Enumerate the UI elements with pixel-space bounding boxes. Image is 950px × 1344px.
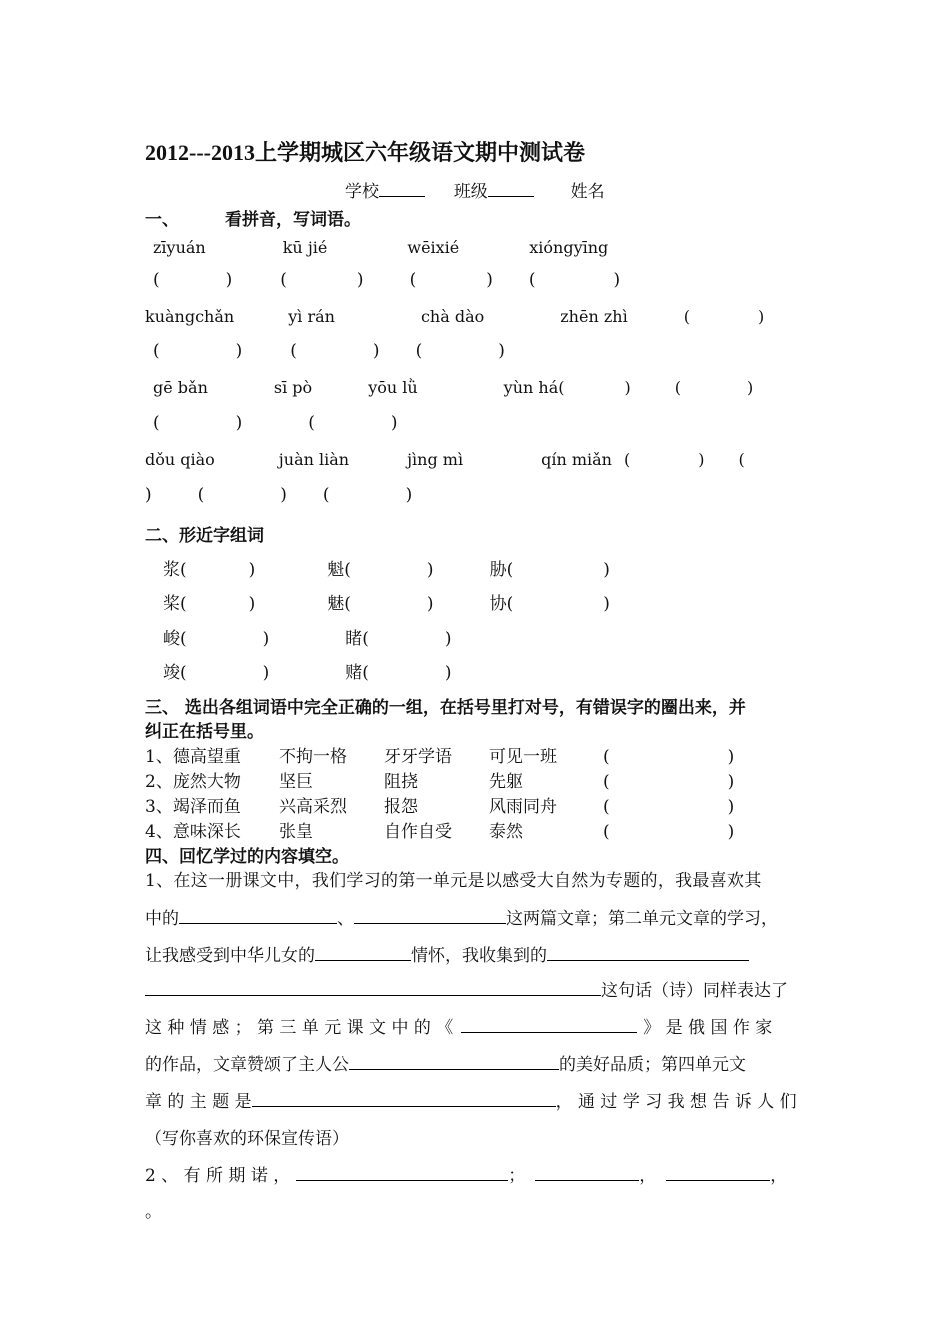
pinyin: jìng mì	[407, 450, 464, 469]
name-label: 姓名	[570, 182, 605, 202]
fill-line-3: 让我感受到中华儿女的 情怀，我收集到的	[145, 941, 749, 966]
blank[interactable]	[461, 1016, 637, 1033]
pinyin: sī pò	[273, 378, 313, 397]
answer-row-4: ) ( ) ( )	[145, 485, 413, 505]
blank[interactable]	[252, 1090, 556, 1107]
fill-line-4: 这句话（诗）同样表达了	[145, 976, 788, 1001]
similar-char-row-4: 竣( ) 赌( )	[163, 663, 452, 683]
section-4-heading: 四、回忆学过的内容填空。	[145, 847, 349, 867]
pinyin: kuàngchǎn	[145, 307, 235, 326]
answer-row-1: ( ) ( ) ( ) ( )	[153, 270, 621, 290]
class-blank[interactable]	[488, 180, 534, 197]
section-3-heading-cont: 纠正在括号里。	[145, 722, 264, 742]
pinyin-row-3: gē bǎn sī pò yōu lǜ yùn há( ) ( )	[153, 378, 754, 397]
student-info	[345, 177, 605, 202]
pinyin: yì rán	[288, 307, 335, 326]
pinyin: dǒu qiào	[145, 450, 215, 469]
blank[interactable]	[349, 1053, 559, 1070]
pinyin: chà dào	[420, 307, 485, 326]
blank[interactable]	[666, 1164, 770, 1181]
similar-char-row-1: 浆( ) 魁( ) 胁( )	[163, 560, 610, 580]
fill-line-9: 2 、 有 所 期 诺 ， ； ， ，	[145, 1166, 788, 1186]
pinyin-row-1	[153, 238, 608, 257]
blank[interactable]	[145, 979, 601, 996]
blank[interactable]	[354, 907, 506, 924]
pinyin: zīyuán	[153, 238, 206, 257]
fill-line-5: 这 种 情 感 ； 第 三 单 元 课 文 中 的 《 》 是 俄 国 作 家	[145, 1018, 773, 1038]
pinyin: kū jié	[282, 238, 328, 257]
pinyin-row-2: kuàngchǎn yì rán chà dào zhēn zhì ( )	[145, 307, 765, 326]
class-label: 班级	[453, 182, 488, 202]
blank[interactable]	[296, 1164, 508, 1181]
fill-line-2: 中的 、 这两篇文章；第二单元文章的学习，	[145, 909, 778, 929]
section-1-heading: 一、 看拼音，写词语。	[145, 210, 361, 230]
section-2-heading: 二、形近字组词	[145, 526, 264, 546]
blank[interactable]	[179, 907, 337, 924]
blank[interactable]	[547, 944, 749, 961]
answer-row-2: ( ) ( ) ( )	[153, 341, 505, 361]
pinyin: yùn há	[503, 378, 559, 397]
fill-line-10: 。	[145, 1202, 162, 1222]
answer-row-3: ( ) ( )	[153, 413, 398, 433]
blank[interactable]	[315, 944, 411, 961]
word-group-row-2: 2、庞然大物 坚巨 阻挠 先躯 ( )	[145, 772, 735, 792]
school-label: 学校	[345, 182, 379, 202]
section-3-heading: 三、 选出各组词语中完全正确的一组，在括号里打对号，有错误字的圈出来，并	[145, 698, 746, 718]
fill-line-6: 的作品，文章赞颂了主人公 的美好品质；第四单元文	[145, 1055, 746, 1075]
school-blank[interactable]	[379, 180, 425, 197]
pinyin-row-4: dǒu qiào juàn liàn jìng mì qín miǎn ( ) (	[145, 450, 745, 469]
similar-char-row-2: 桨( ) 魅( ) 协( )	[163, 594, 610, 614]
fill-line-8: （写你喜欢的环保宣传语）	[145, 1129, 349, 1149]
blank[interactable]	[535, 1164, 639, 1181]
pinyin: gē bǎn	[153, 378, 208, 397]
page-title: 2012---2013上学期城区六年级语文期中测试卷	[145, 140, 585, 165]
pinyin: juàn liàn	[278, 450, 350, 469]
word-group-row-3: 3、竭泽而鱼 兴高采烈 报怨 风雨同舟 ( )	[145, 797, 735, 817]
similar-char-row-3: 峻( ) 睹( )	[163, 629, 452, 649]
pinyin: qín miǎn	[541, 450, 612, 469]
fill-line-1: 1、在这一册课文中，我们学习的第一单元是以感受大自然为专题的，我最喜欢其	[145, 871, 762, 891]
fill-line-7: 章 的 主 题 是 ， 通 过 学 习 我 想 告 诉 人 们	[145, 1092, 797, 1112]
word-group-row-4: 4、意味深长 张皇 自作自受 泰然 ( )	[145, 822, 735, 842]
pinyin: zhēn zhì	[560, 307, 628, 326]
pinyin: xióngyīng	[529, 238, 609, 257]
word-group-row-1: 1、德高望重 不拘一格 牙牙学语 可见一班 ( )	[145, 747, 735, 767]
pinyin: wēixié	[407, 238, 460, 257]
pinyin: yōu lǜ	[368, 378, 418, 397]
